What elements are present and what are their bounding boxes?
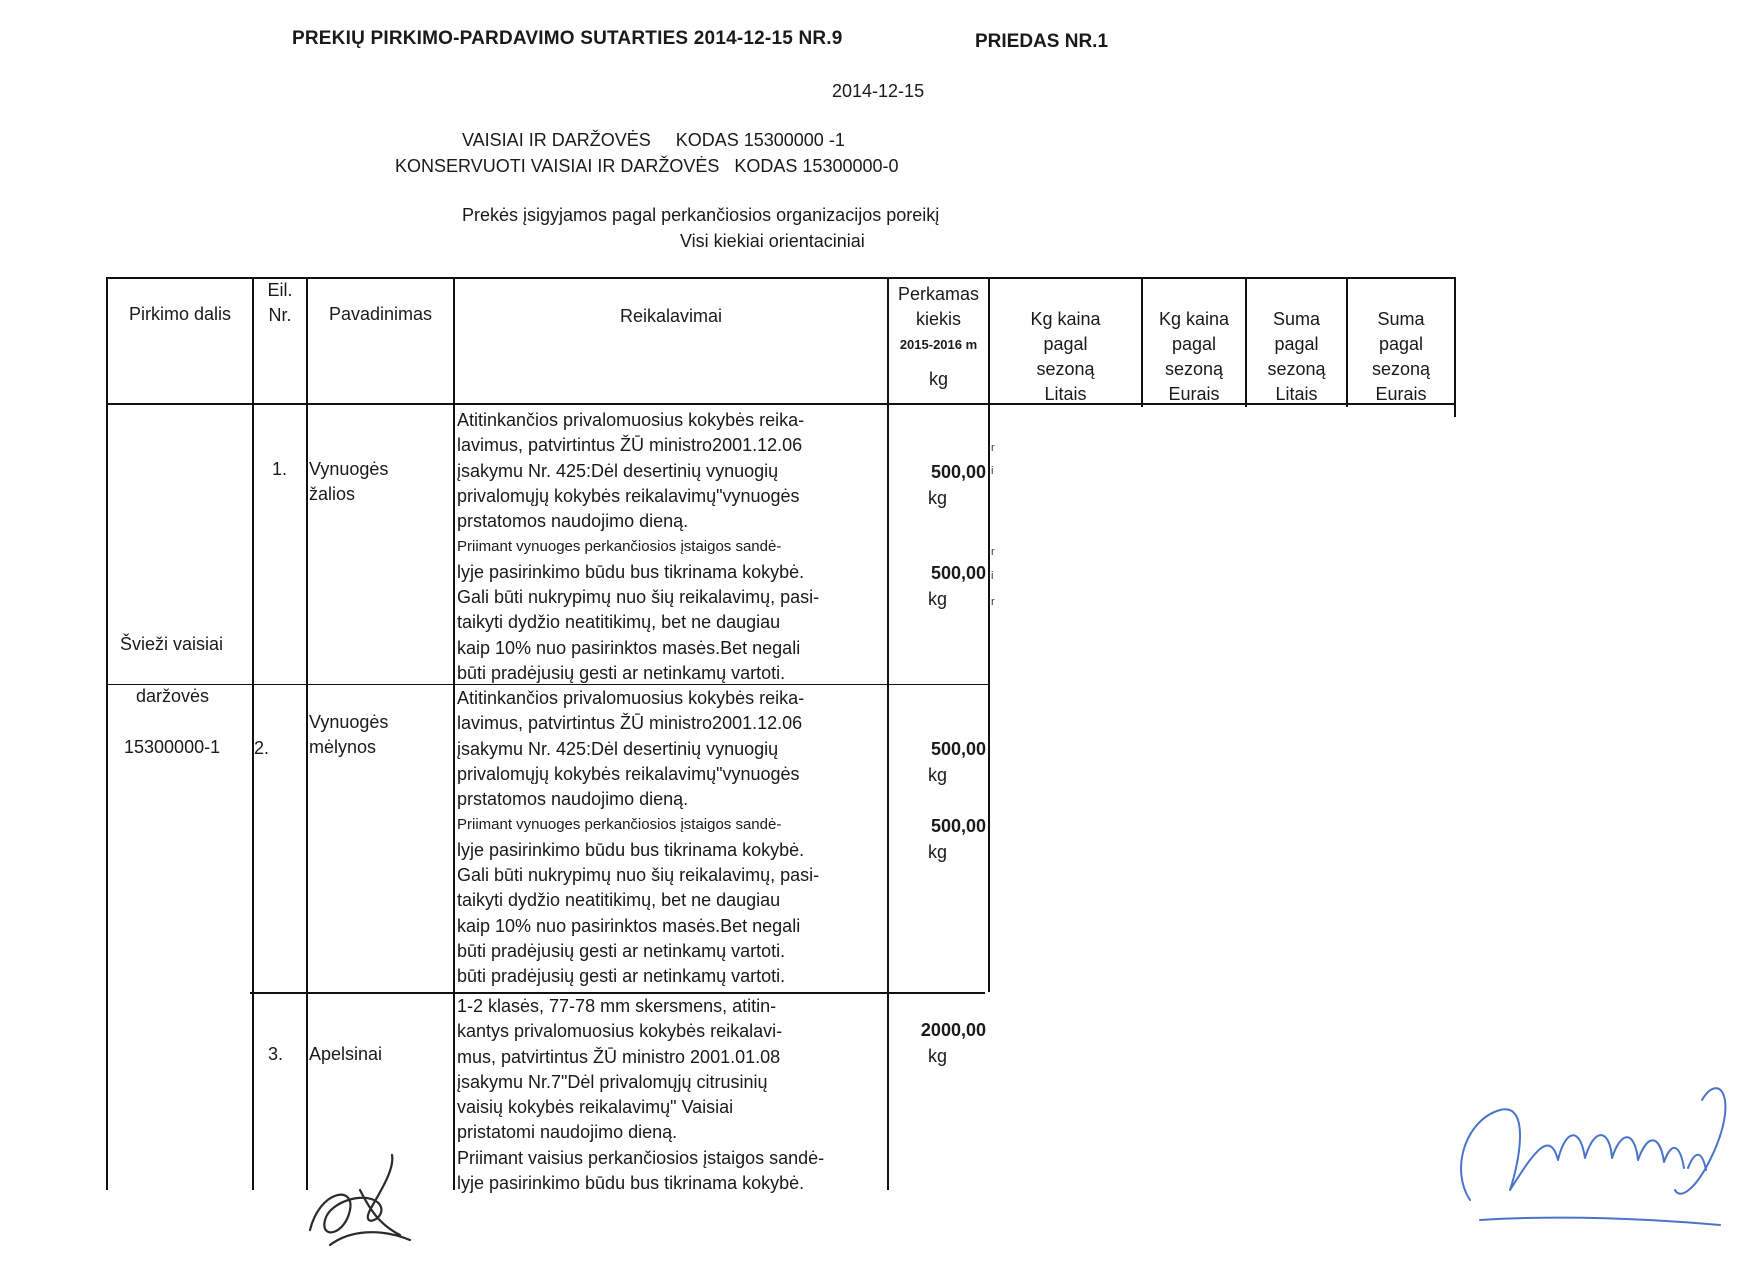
contract-title: PREKIŲ PIRKIMO-PARDAVIMO SUTARTIES 2014-12-15 NR.9 <box>292 28 843 49</box>
annex-number: PRIEDAS NR.1 <box>975 31 1109 52</box>
header-kg-kaina-eurais: Kg kaina pagal sezoną Eurais <box>1158 309 1230 404</box>
header-pirkimo-dalis: Pirkimo dalis <box>128 304 232 324</box>
group-code: 15300000-1 <box>124 737 221 757</box>
header-suma-eurais: Suma pagal sezoną Eurais <box>1371 309 1431 404</box>
row-quantity: 2000,00 <box>920 1020 986 1040</box>
note-line-2: Visi kiekiai orientaciniai <box>680 231 865 251</box>
header-pavadinimas: Pavadinimas <box>328 304 433 324</box>
row-unit: kg <box>927 488 947 508</box>
stray-mark: r <box>991 442 995 454</box>
header-kg-kaina-litais: Kg kaina pagal sezoną Litais <box>1030 309 1101 404</box>
row-requirements: Atitinkančios privalomuosius kokybės reika- lavimus, patvirtintus ŽŪ ministro2001.12.06 įsakymu Nr. 425:Dėl desertinių vynuogių privalomųjų kokybės reikalavimų"vynuogės prstatomos naudojimo dieną. Priimant vynuoges perkančiosios įstaigos sandė- lyje pasirinkimo būdu bus tikrinama kokybė. Gali būti nukrypimų nuo šių reikalavimų, pasi- taikyti dydžio neatitikimų, bet ne daugiau kaip 10% nuo pasirinktos masės.Bet negali būti pradėjusių gesti ar netinkamų vartoti. <box>457 410 820 683</box>
row-unit: kg <box>927 765 947 785</box>
row-nr: 1. <box>272 459 288 479</box>
row-unit: kg <box>927 842 947 862</box>
signature-left-icon <box>300 1150 420 1250</box>
header-perkamas-kiekis: Perkamas kiekis 2015-2016 m kg <box>897 284 980 389</box>
row-unit: kg <box>927 1046 947 1066</box>
row-nr: 3. <box>268 1044 284 1064</box>
header-eil: Eil. Nr. <box>267 280 293 325</box>
group-label-line-2: daržovės <box>136 686 210 706</box>
row-requirements: Atitinkančios privalomuosius kokybės reika- lavimus, patvirtintus ŽŪ ministro2001.12.06 įsakymu Nr. 425:Dėl desertinių vynuogių privalomųjų kokybės reikalavimų"vynuogės prstatomos naudojimo dieną. Priimant vynuoges perkančiosios įstaigos sandė- lyje pasirinkimo būdu bus tikrinama kokybė. Gali būti nukrypimų nuo šių reikalavimų, pasi- taikyti dydžio neatitikimų, bet ne daugiau kaip 10% nuo pasirinktos masės.Bet negali būti pradėjusių gesti ar netinkamų vartoti. būti pradėjusių gesti ar netinkamų vartoti. <box>457 688 820 987</box>
document-date: 2014-12-15 <box>832 81 925 101</box>
header-suma-litais: Suma pagal sezoną Litais <box>1267 309 1326 404</box>
signature-right-icon <box>1440 1040 1740 1240</box>
stray-mark: r <box>991 596 995 608</box>
row-name: Apelsinai <box>309 1044 383 1064</box>
stray-mark: i <box>991 465 994 477</box>
stray-mark: i <box>991 570 994 582</box>
row-unit: kg <box>927 589 947 609</box>
row-quantity: 500,00 <box>930 816 986 836</box>
row-nr: 2. <box>254 738 270 758</box>
row-name: Vynuogės žalios <box>309 459 389 505</box>
stray-mark: r <box>991 546 995 558</box>
row-requirements: 1-2 klasės, 77-78 mm skersmens, atitin- kantys privalomuosius kokybės reikalavi- mus, patvirtintus ŽŪ ministro 2001.01.08 įsakymu Nr.7"Dėl privalomųjų citrusinių vaisių kokybės reikalavimų" Vaisiai pristatomi naudojimo dieną. Priimant vaisius perkančiosios įstaigos sandė- lyje pasirinkimo būdu bus tikrinama kokybė. <box>457 996 825 1194</box>
row-quantity: 500,00 <box>930 563 986 583</box>
row-quantity: 500,00 <box>930 462 986 482</box>
header-reikalavimai: Reikalavimai <box>619 306 723 326</box>
row-name: Vynuogės mėlynos <box>309 712 389 758</box>
row-quantity: 500,00 <box>930 739 986 759</box>
category-line-2: KONSERVUOTI VAISIAI IR DARŽOVĖS KODAS 15300000-0 <box>395 156 899 176</box>
note-line-1: Prekės įsigyjamos pagal perkančiosios organizacijos poreikį <box>462 205 940 225</box>
group-label-line-1: Švieži vaisiai <box>120 634 224 654</box>
category-line-1: VAISIAI IR DARŽOVĖS KODAS 15300000 -1 <box>462 130 845 150</box>
